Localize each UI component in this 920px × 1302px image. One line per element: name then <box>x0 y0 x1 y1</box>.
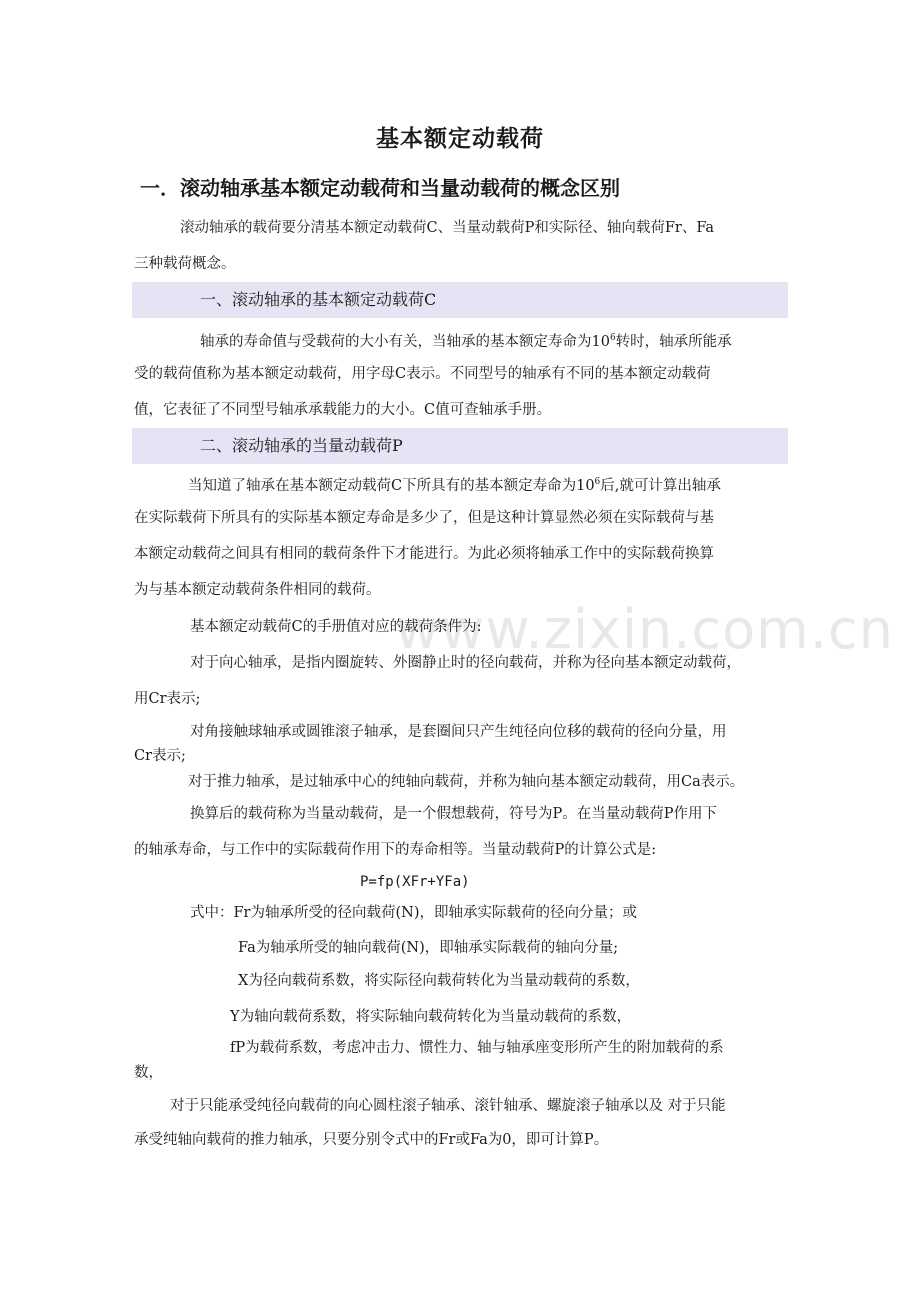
equivalent-line-2: 的轴承寿命，与工作中的实际载荷作用下的寿命相等。当量动载荷P的计算公式是: <box>134 842 657 858</box>
subsection-2-title: 二、滚动轴承的当量动载荷P <box>200 436 403 455</box>
section2-line-3: 本额定动载荷之间具有相同的载荷条件下才能进行。为此必须将轴承工作中的实际载荷换算 <box>134 546 714 562</box>
section2-line-1-pre: 当知道了轴承在基本额定动载荷C下所具有的基本额定寿命为10 <box>188 477 595 494</box>
section2-line-1-post: 后,就可计算出轴承 <box>600 477 721 494</box>
angular-line-2: Cr表示; <box>134 748 186 764</box>
radial-line-2: 用Cr表示; <box>134 691 201 707</box>
where-fp-line-1: fP为载荷系数，考虑冲击力、惯性力、轴与轴承座变形所产生的附加载荷的系 <box>230 1040 724 1056</box>
section1-line-1-pre: 轴承的寿命值与受载荷的大小有关，当轴承的基本额定寿命为10 <box>200 333 610 350</box>
final-line-2: 承受纯轴向载荷的推力轴承，只要分别令式中的Fr或Fa为0，即可计算P。 <box>134 1132 609 1148</box>
radial-line-1: 对于向心轴承，是指内圈旋转、外圈静止时的径向载荷，并称为径向基本额定动载荷， <box>190 655 741 671</box>
where-fa: Fa为轴承所受的轴向载荷(N)，即轴承实际载荷的轴向分量; <box>238 940 619 956</box>
section2-line-1 <box>188 472 721 496</box>
section1-line-3: 值，它表征了不同型号轴承承载能力的大小。C值可查轴承手册。 <box>134 402 552 418</box>
load-formula: P=fp(XFr+YFa) <box>360 874 470 890</box>
section2-line-2: 在实际载荷下所具有的实际基本额定寿命是多少了，但是这种计算显然必须在实际载荷与基 <box>134 510 714 526</box>
section1-line-2: 受的载荷值称为基本额定动载荷，用字母C表示。不同型号的轴承有不同的基本额定动载荷 <box>134 366 711 382</box>
section-heading: 一．滚动轴承基本额定动载荷和当量动载荷的概念区别 <box>140 176 620 200</box>
section1-line-1 <box>200 328 732 352</box>
where-fr: 式中：Fr为轴承所受的径向载荷(N)，即轴承实际载荷的径向分量；或 <box>190 905 637 921</box>
conditions-intro: 基本额定动载荷C的手册值对应的载荷条件为: <box>190 619 482 635</box>
angular-line-1: 对角接触球轴承或圆锥滚子轴承，是套圈间只产生纯径向位移的载荷的径向分量，用 <box>190 724 727 740</box>
intro-line-2: 三种载荷概念。 <box>134 256 236 272</box>
watermark: www.zixin.com.cn <box>395 598 894 661</box>
where-y: Y为轴向载荷系数，将实际轴向载荷转化为当量动载荷的系数， <box>230 1009 632 1025</box>
final-line-1: 对于只能承受纯径向载荷的向心圆柱滚子轴承、滚针轴承、螺旋滚子轴承以及 对于只能 <box>170 1098 726 1114</box>
thrust-line: 对于推力轴承，是过轴承中心的纯轴向载荷，并称为轴向基本额定动载荷，用Ca表示。 <box>188 774 745 790</box>
equivalent-line-1: 换算后的载荷称为当量动载荷，是一个假想载荷，符号为P。在当量动载荷P作用下 <box>190 806 718 822</box>
exponent: 6 <box>609 333 616 343</box>
document-title: 基本额定动载荷 <box>376 126 544 152</box>
exponent: 6 <box>594 477 601 487</box>
where-fp-line-2: 数， <box>134 1065 163 1081</box>
where-x: X为径向载荷系数，将实际径向载荷转化为当量动载荷的系数， <box>238 973 640 989</box>
section1-line-1-post: 转时，轴承所能承 <box>615 333 732 350</box>
section2-line-4: 为与基本额定动载荷条件相同的载荷。 <box>134 582 381 598</box>
intro-line-1: 滚动轴承的载荷要分清基本额定动载荷C、当量动载荷P和实际径、轴向载荷Fr、Fa <box>180 220 715 236</box>
subsection-1-title: 一、滚动轴承的基本额定动载荷C <box>200 290 437 309</box>
